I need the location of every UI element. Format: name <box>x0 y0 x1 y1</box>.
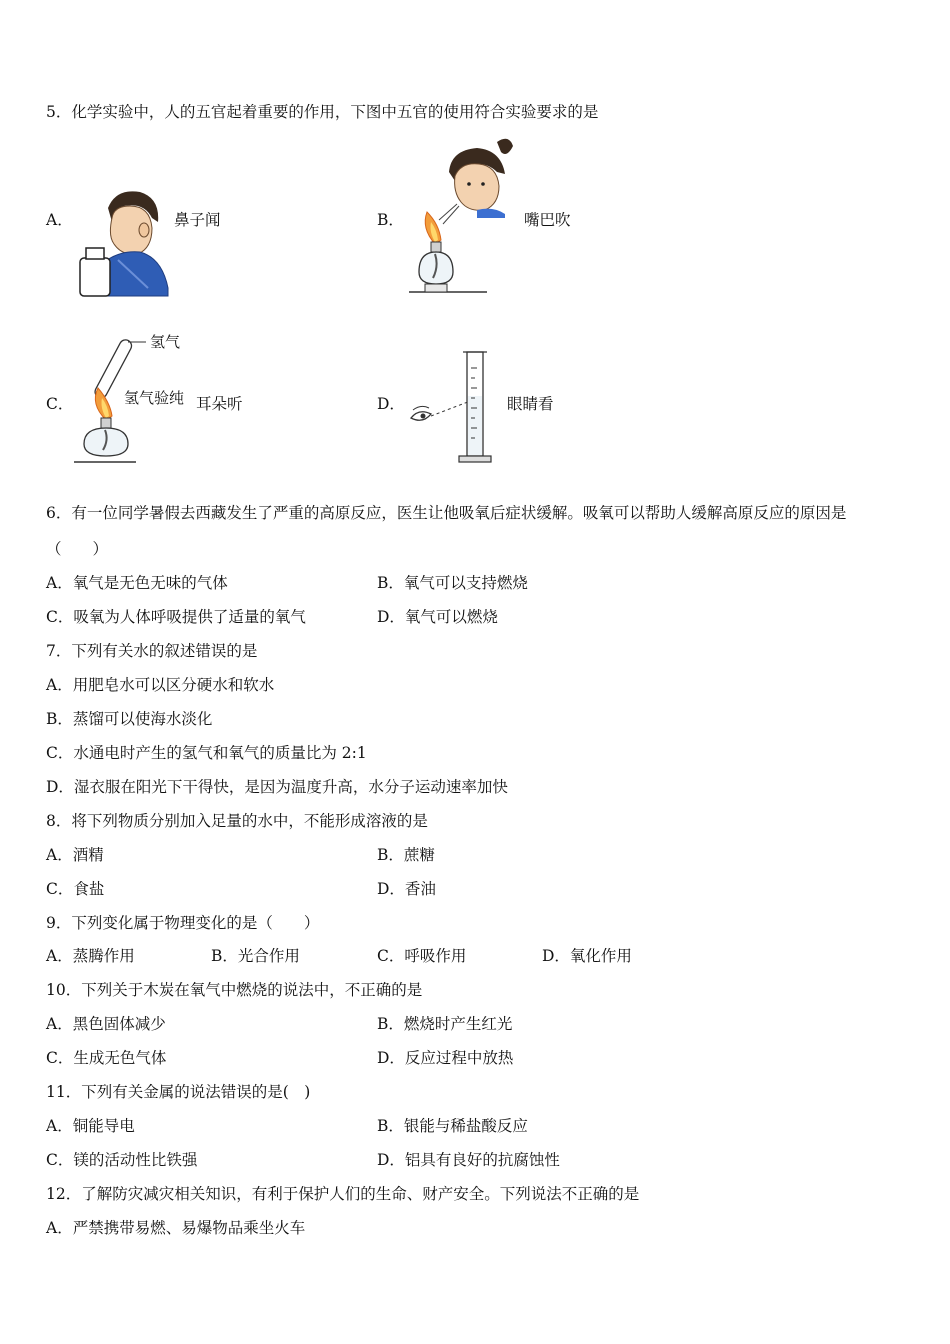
q7-option-a: A．用肥皂水可以区分硬水和软水 <box>46 676 275 694</box>
q8-option-a: A．酒精 <box>46 846 104 864</box>
q6-option-a: A．氧气是无色无味的气体 <box>46 574 228 592</box>
q5-stem: 5．化学实验中，人的五官起着重要的作用，下图中五官的使用符合实验要求的是 <box>46 103 599 121</box>
q6-option-d: D．氧气可以燃烧 <box>377 608 498 626</box>
q10-option-b: B．燃烧时产生红光 <box>377 1015 513 1033</box>
q5-option-c-letter: C． <box>46 395 74 413</box>
q7-option-b: B．蒸馏可以使海水淡化 <box>46 710 213 728</box>
q9-option-b: B．光合作用 <box>211 947 300 965</box>
q5-option-a-caption: 鼻子闻 <box>174 211 221 229</box>
q6-option-c: C．吸氧为人体呼吸提供了适量的氧气 <box>46 608 306 626</box>
q10-stem: 10．下列关于木炭在氧气中燃烧的说法中，不正确的是 <box>46 981 423 999</box>
q5-option-d-caption: 眼睛看 <box>507 395 554 413</box>
q5-option-d-letter: D． <box>377 395 405 413</box>
q5-option-b-letter: B． <box>377 211 404 229</box>
q8-option-b: B．蔗糖 <box>377 846 435 864</box>
q12-option-a: A．严禁携带易燃、易爆物品乘坐火车 <box>46 1219 306 1237</box>
q11-stem: 11．下列有关金属的说法错误的是( ) <box>46 1083 311 1101</box>
q6-stem: 6．有一位同学暑假去西藏发生了严重的高原反应，医生让他吸氧后症状缓解。吸氧可以帮助人缓解高原反应的原因是 <box>46 504 847 522</box>
q12-stem: 12．了解防灾减灾相关知识，有利于保护人们的生命、财产安全。下列说法不正确的是 <box>46 1185 640 1203</box>
q11-option-b: B．银能与稀盐酸反应 <box>377 1117 528 1135</box>
q5-figure-a-smelling <box>78 188 170 298</box>
q9-option-d: D．氧化作用 <box>542 947 632 965</box>
q8-option-d: D．香油 <box>377 880 436 898</box>
q10-option-a: A．黑色固体减少 <box>46 1015 166 1033</box>
q10-option-c: C．生成无色气体 <box>46 1049 167 1067</box>
q6-blank: （ ） <box>46 540 109 558</box>
q11-option-a: A．铜能导电 <box>46 1117 135 1135</box>
q7-option-d: D．湿衣服在阳光下干得快，是因为温度升高，水分子运动速率加快 <box>46 778 508 796</box>
q10-option-d: D．反应过程中放热 <box>377 1049 514 1067</box>
q5-option-a-letter: A． <box>46 211 73 229</box>
q5-option-c-label-hydrogen: 氢气 <box>150 333 181 351</box>
q5-option-b-caption: 嘴巴吹 <box>524 211 571 229</box>
q7-option-c: C．水通电时产生的氢气和氧气的质量比为 2:1 <box>46 744 367 762</box>
q9-option-a: A．蒸腾作用 <box>46 947 135 965</box>
q5-figure-d-graduated-cylinder <box>405 348 505 466</box>
q6-option-b: B．氧气可以支持燃烧 <box>377 574 528 592</box>
q11-option-c: C．镁的活动性比铁强 <box>46 1151 198 1169</box>
q5-option-c-label-purity-test: 氢气验纯 <box>124 389 185 407</box>
q8-option-c: C．食盐 <box>46 880 105 898</box>
q5-figure-b-blowing <box>405 132 520 297</box>
q5-option-c-caption: 耳朵听 <box>196 395 243 413</box>
q7-stem: 7．下列有关水的叙述错误的是 <box>46 642 258 660</box>
q9-stem: 9．下列变化属于物理变化的是（ ） <box>46 914 320 932</box>
q8-stem: 8．将下列物质分别加入足量的水中，不能形成溶液的是 <box>46 812 428 830</box>
q9-option-c: C．呼吸作用 <box>377 947 467 965</box>
q11-option-d: D．铝具有良好的抗腐蚀性 <box>377 1151 560 1169</box>
